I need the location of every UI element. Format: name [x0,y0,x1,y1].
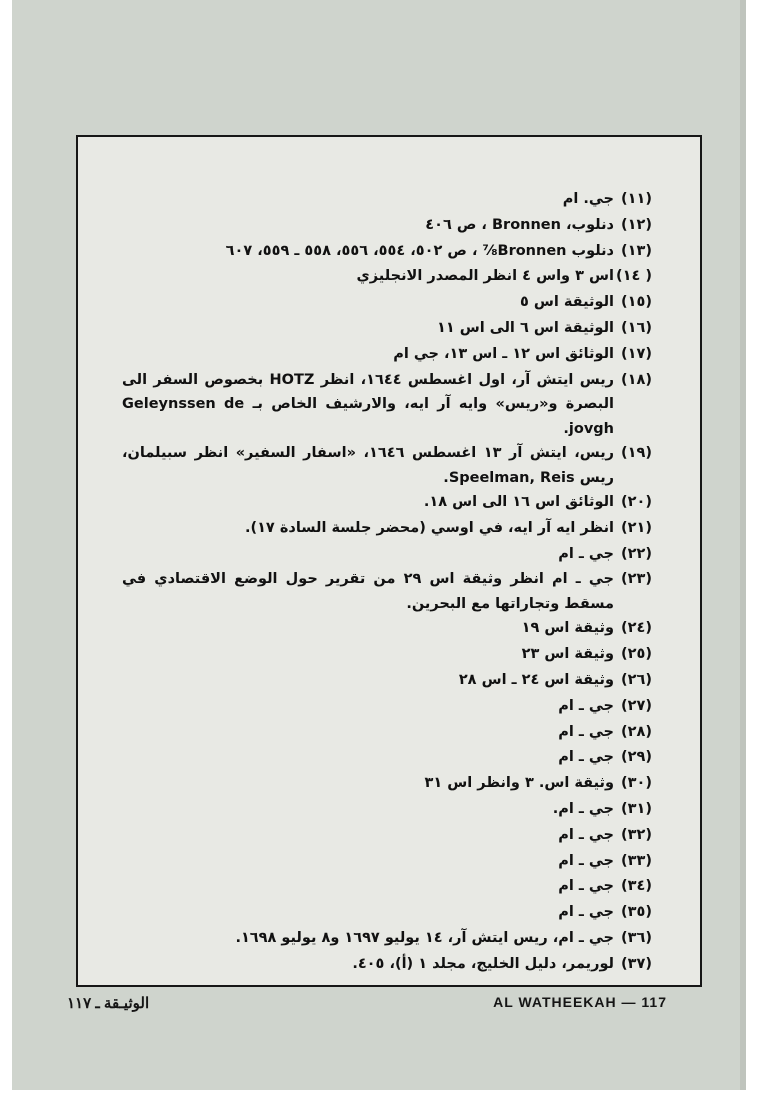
endnote-number: (١٣) [621,242,652,259]
endnote-item [122,441,652,490]
endnote-item [122,952,652,978]
endnote-text: جي ـ ام [558,545,614,562]
endnote-number: (٢١) [621,519,652,536]
endnote-item [122,900,652,926]
endnote-item [122,567,652,616]
endnote-text: جي. ام [562,191,614,207]
endnote-item [122,926,652,952]
endnote-number: (١٥) [621,294,652,311]
endnote-text: جي ـ ام [558,697,614,714]
endnote-number: (١١) [621,191,652,207]
endnote-item [122,720,652,746]
endnote-text: دنلوب Bronnen⅞ ، ص ٥٠٢، ٥٥٤، ٥٥٦، ٥٥٨ ـ ٥٥٩، ٦٠٧ [225,242,614,259]
endnote-text: الوثيقة اس ٥ [519,294,614,311]
endnote-number: (٣٢) [621,826,652,843]
endnote-item [122,745,652,771]
endnote-text: دنلوب، Bronnen ، ص ٤٠٦ [425,216,614,233]
endnote-number: (٣٤) [621,878,652,895]
journal-name-page-number-arabic: الوثيـقة ـ ١١٧ [67,995,150,1012]
endnote-number: (٢٦) [621,672,652,689]
endnote-number: (٢٧) [621,697,652,714]
endnote-number: (٣٦) [621,930,652,947]
endnote-item [122,264,652,290]
endnotes-list [122,187,652,978]
endnote-text: جي ـ ام [558,723,614,740]
endnote-number: (٢٥) [621,646,652,663]
endnote-item [122,490,652,516]
endnote-text: ريس ايتش آر، اول اغسطس ١٦٤٤، انظر HOTZ بخصوص السفر الى البصرة و«ريس» وايه آر ايه، والارشيف الخاص بـ Geleynssen de jovgh. [122,371,615,437]
endnote-item [122,668,652,694]
endnote-number: (٢٩) [621,749,652,766]
endnotes-box [76,135,702,987]
endnote-text: اس ٣ واس ٤ انظر المصدر الانجليزي [356,268,614,285]
endnote-text: جي ـ ام [558,904,614,921]
endnote-item [122,542,652,568]
endnote-item [122,316,652,342]
endnote-item [122,368,652,442]
endnote-number: (٣٠) [621,775,652,792]
endnote-text: لوريمر، دليل الخليج، مجلد ١ (أ)، ٤٠٥. [352,955,614,972]
endnote-item [122,874,652,900]
endnote-number: (٢٠) [621,494,652,511]
endnote-text: وثيقة اس ١٩ [521,620,614,637]
endnote-text: جي ـ ام انظر وثيقة اس ٢٩ من تقرير حول الوضع الاقتصادي في مسقط وتجاراتها مع البحرين. [122,571,614,612]
endnote-text: وثيقة اس. ٣ وانظر اس ٣١ [424,775,614,792]
endnote-number: (٢٨) [621,723,652,740]
endnote-text: جي ـ ام، ريس ايتش آر، ١٤ يوليو ١٦٩٧ و٨ يوليو ١٦٩٨. [235,930,614,947]
endnote-number: (٣٣) [621,852,652,869]
endnote-number: (٢٤) [621,620,652,637]
endnote-number: (١٢) [621,216,652,233]
endnote-text: الوثائق اس ١٦ الى اس ١٨. [423,494,614,511]
endnote-text: وثيقة اس ٢٤ ـ اس ٢٨ [458,672,614,689]
endnote-number: (١٦) [621,319,652,336]
endnote-item [122,694,652,720]
endnote-item [122,849,652,875]
endnote-item [122,771,652,797]
endnote-item [122,823,652,849]
endnote-number: ( ١٤) [615,268,652,285]
endnote-item [122,516,652,542]
endnote-number: (٢٢) [621,545,652,562]
journal-name-page-number: AL WATHEEKAH — 117 [493,994,667,1010]
endnote-item [122,616,652,642]
endnote-number: (٣٧) [621,955,652,972]
endnote-item [122,290,652,316]
endnote-item [122,642,652,668]
endnote-item [122,797,652,823]
endnote-text: جي ـ ام [558,749,614,766]
endnote-number: (٣١) [621,801,652,818]
endnote-item [122,187,652,213]
endnote-text: ريس، ايتش آر ١٣ اغسطس ١٦٤٦، «اسفار السفير» انظر سبيلمان، ريس Speelman, Reis. [122,445,615,486]
endnote-item [122,342,652,368]
endnote-number: (١٩) [621,445,652,462]
endnote-number: (٣٥) [621,904,652,921]
endnote-item [122,213,652,239]
endnote-text: الوثائق اس ١٢ ـ اس ١٣، جي ام [393,345,614,362]
endnote-text: انظر ايه آر ايه، في اوسي (محضر جلسة السادة ١٧). [244,519,614,536]
endnote-text: جي ـ ام [558,852,614,869]
endnote-text: وثيقة اس ٢٣ [521,646,614,663]
endnote-number: (١٧) [621,345,652,362]
endnote-number: (١٨) [621,371,652,388]
endnote-text: جي ـ ام [558,878,614,895]
endnote-item [122,239,652,265]
endnote-text: جي ـ ام [558,826,614,843]
scanned-page [12,0,746,1090]
endnote-number: (٢٣) [621,571,652,588]
endnote-text: جي ـ ام. [552,801,614,818]
endnote-text: الوثيقة اس ٦ الى اس ١١ [437,319,614,336]
